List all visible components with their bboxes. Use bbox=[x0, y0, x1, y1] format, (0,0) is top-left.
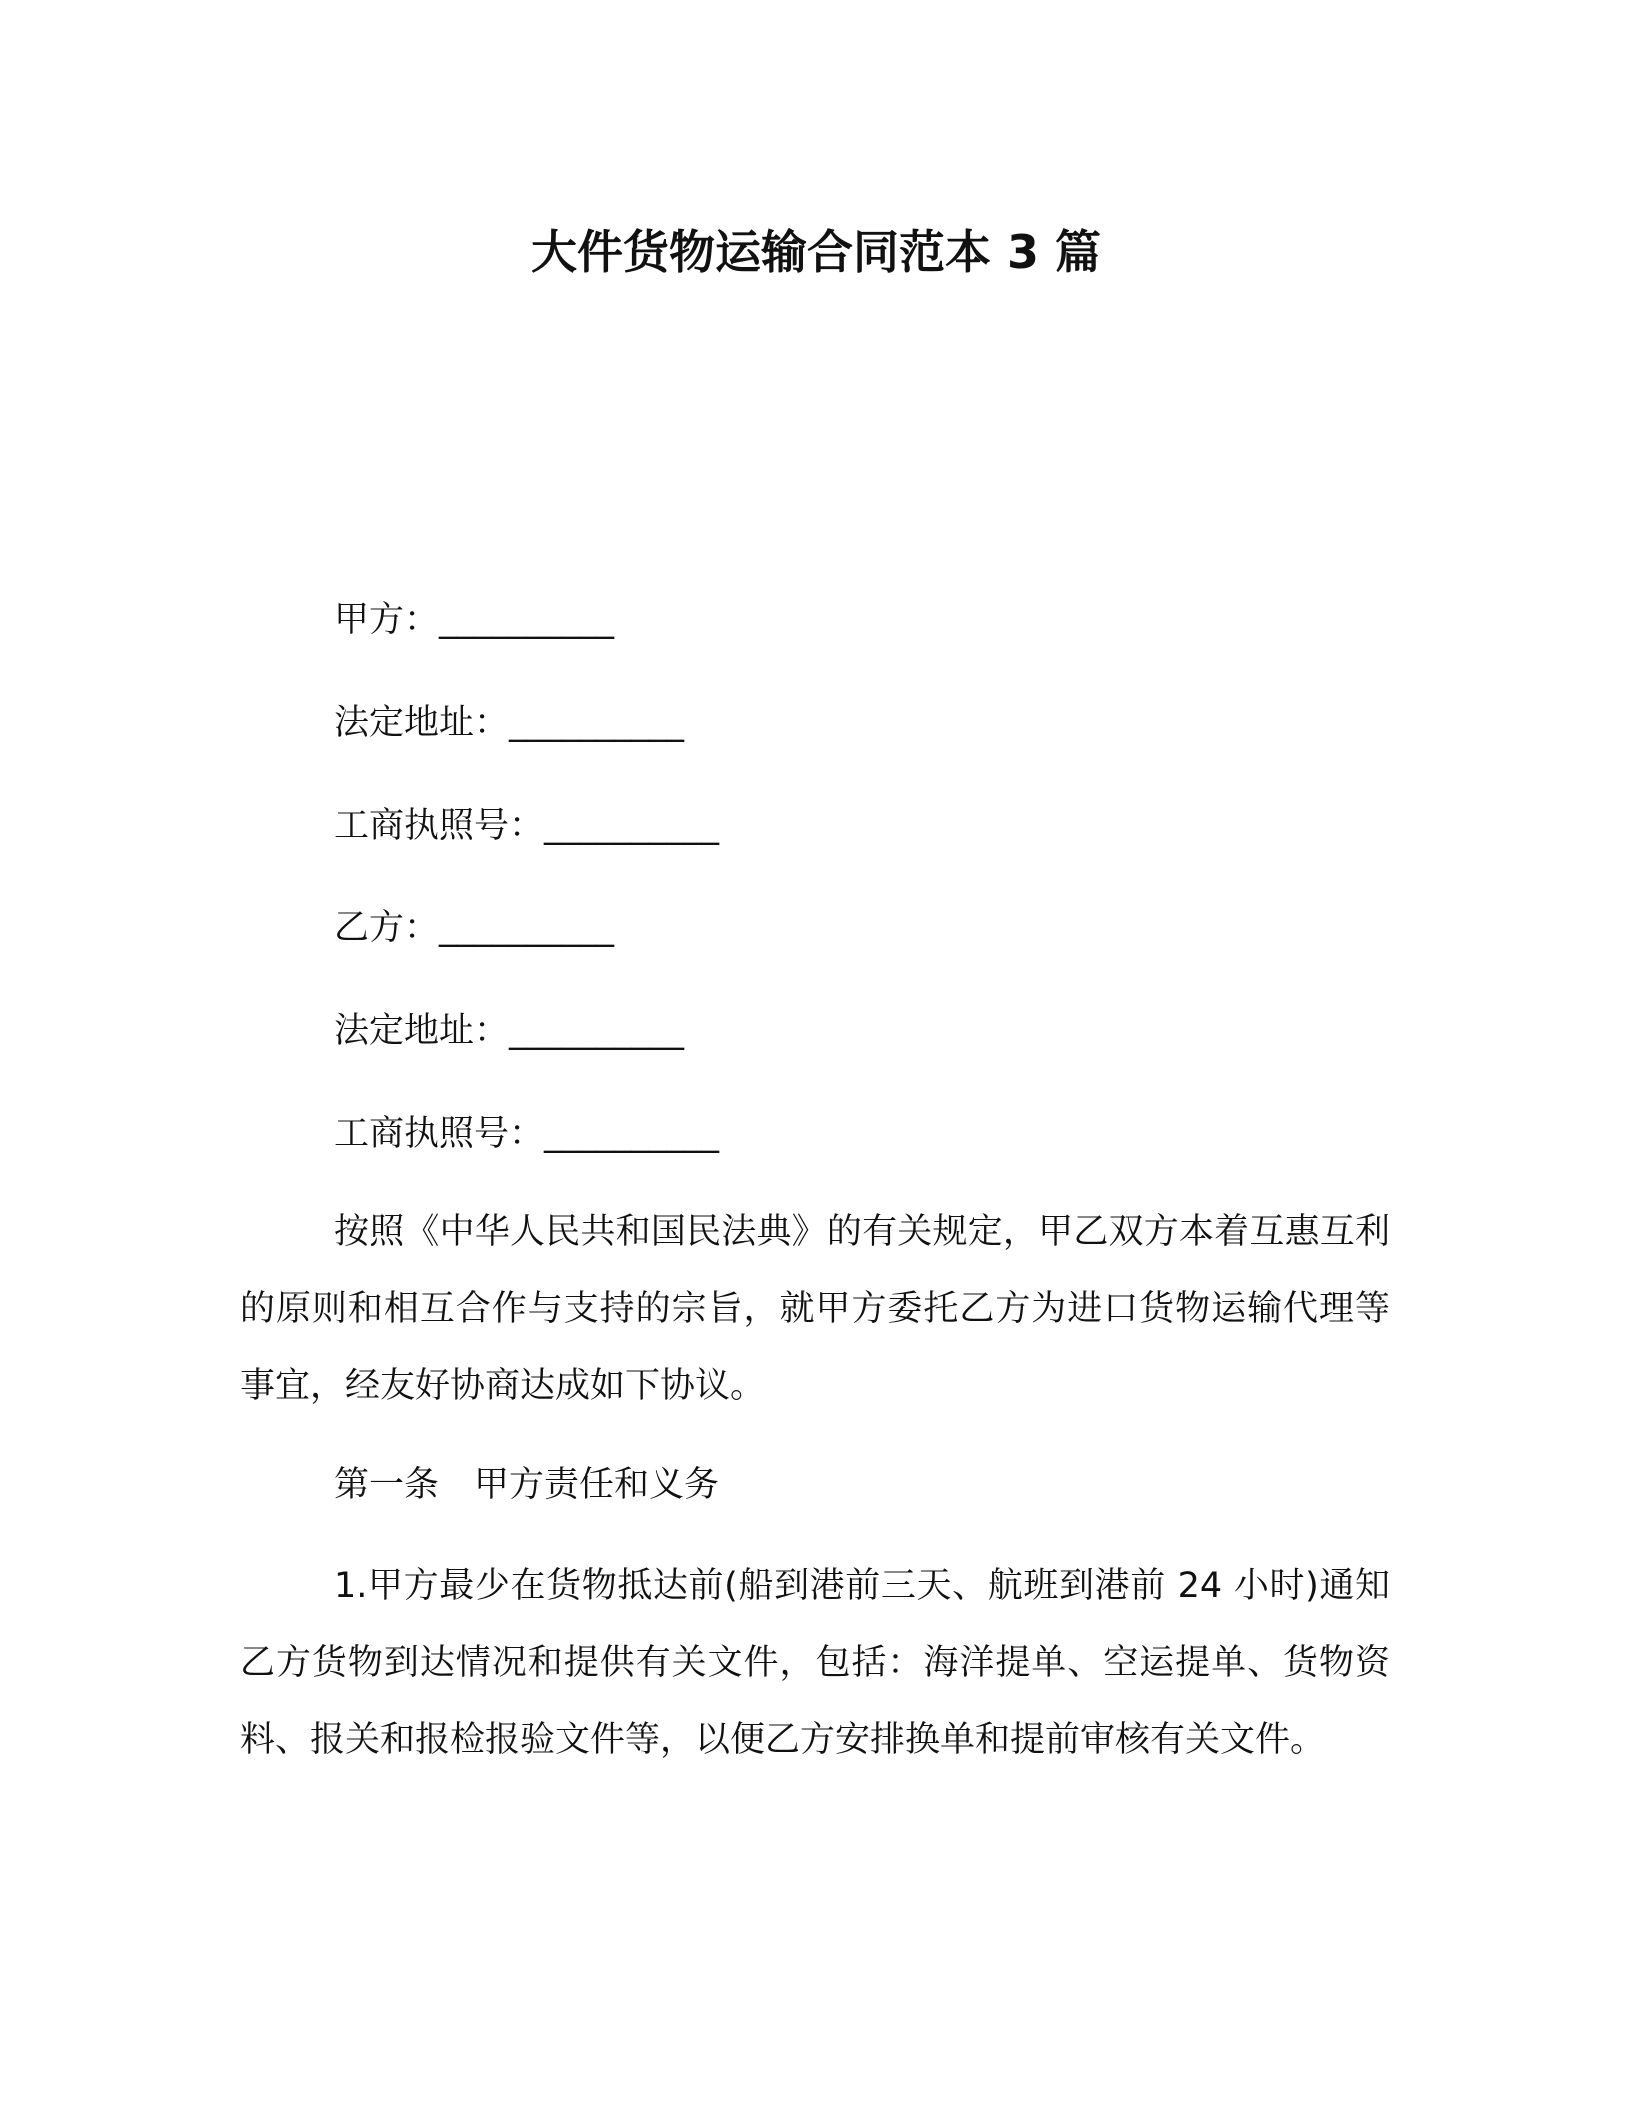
party-a-address-line: 法定地址：__________ bbox=[334, 703, 685, 743]
preamble-paragraph: 按照《中华人民共和国民法典》的有关规定，甲乙双方本着互惠互利的原则和相互合作与支持的宗旨，就甲方委托乙方为进口货物运输代理等事宜，经友好协商达成如下协议。 bbox=[240, 1212, 1390, 1406]
party-b-address-line: 法定地址：__________ bbox=[334, 1011, 685, 1051]
document-title: 大件货物运输合同范本 3 篇 bbox=[530, 225, 1102, 279]
article-1-item-1: 1.甲方最少在货物抵达前(船到港前三天、航班到港前 24 小时)通知乙方货物到达情况和提供有关文件，包括：海洋提单、空运提单、货物资料、报关和报检报验文件等，以便乙方安排换单和提前审核有关文件。 bbox=[240, 1566, 1390, 1760]
party-a-name-line: 甲方：__________ bbox=[334, 600, 615, 640]
party-b-license-line: 工商执照号：__________ bbox=[334, 1114, 720, 1154]
party-b-name-line: 乙方：__________ bbox=[334, 908, 615, 948]
party-a-license-line: 工商执照号：__________ bbox=[334, 806, 720, 846]
article-1-heading: 第一条 甲方责任和义务 bbox=[334, 1465, 720, 1505]
